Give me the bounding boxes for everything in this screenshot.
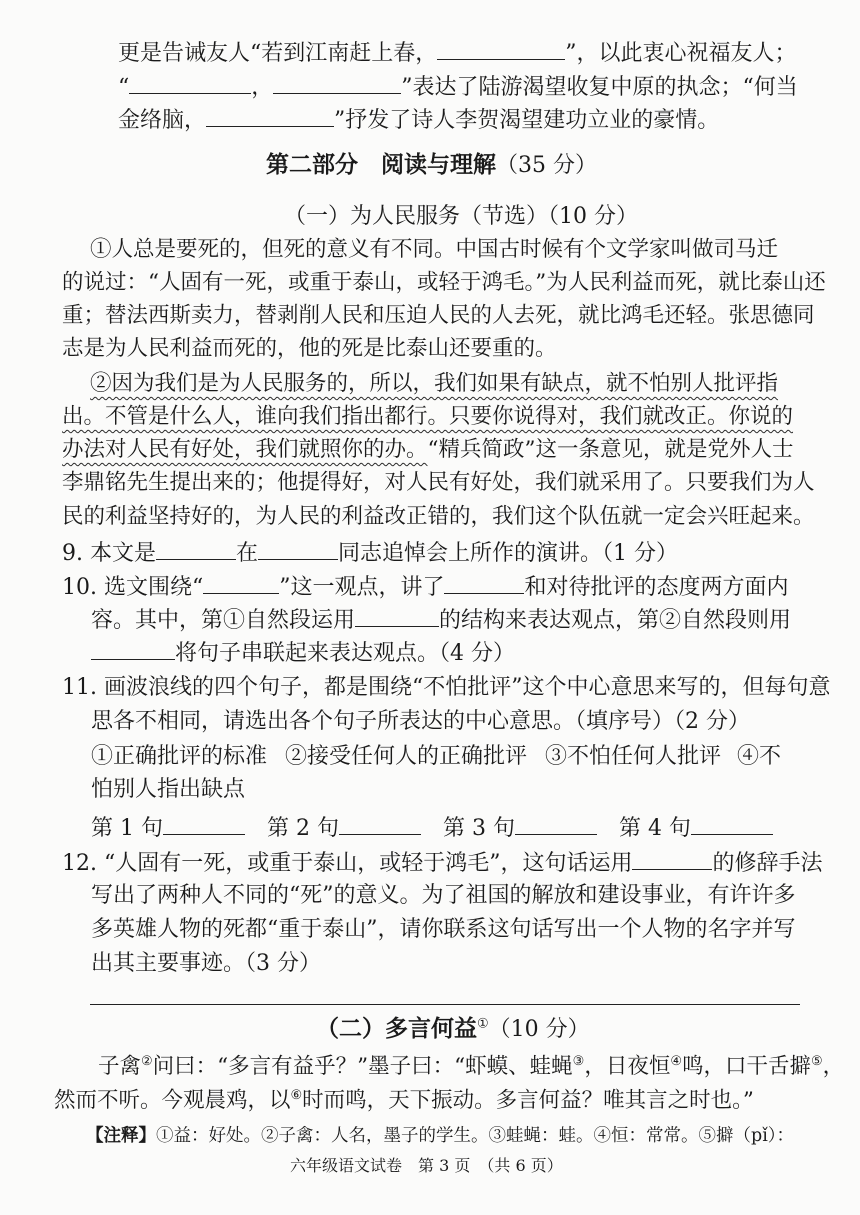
question-12-line-3: 多英雄人物的死都“重于泰山”，请你联系这句话写出一个人物的名字并写	[91, 917, 796, 942]
answer-blank[interactable]	[273, 71, 401, 94]
answer-blank[interactable]	[339, 812, 421, 835]
section-1-title: （一）为人民服务（节选）（10 分）	[284, 204, 638, 229]
passage-line: 的说过：“人固有一死，或重于泰山，或轻于鸿毛。”为人民利益而死，就比泰山还	[62, 270, 826, 295]
classical-text-line-2: 然而不听。今观晨鸡，以⑥时而鸣，天下振动。多言何益？唯其言之时也。”	[54, 1087, 754, 1113]
passage-line: 民的利益坚持好的，为人民的利益改正错的，我们这个队伍就一定会兴旺起来。	[62, 504, 815, 529]
question-11-line-2: 思各不相同，请选出各个句子所表达的中心意思。（填序号）（2 分）	[91, 709, 750, 734]
passage-line: ①人总是要死的，但死的意义有不同。中国古时候有个文学家叫做司马迁	[90, 237, 779, 262]
answer-blank[interactable]	[632, 847, 712, 870]
question-10-line-2: 容。其中，第①自然段运用 的结构来表达观点，第②自然段则用	[91, 604, 791, 636]
page-footer: 六年级语文试卷 第 3 页 （共 6 页）	[290, 1156, 563, 1175]
answer-blank[interactable]	[206, 104, 334, 127]
answer-blank[interactable]	[203, 571, 279, 594]
passage-line-wavy: 办法对人民有好处，我们就照你的办。“精兵简政”这一条意见，就是党外人士	[62, 437, 794, 462]
answer-blank[interactable]	[129, 71, 251, 94]
answer-line[interactable]	[90, 1004, 800, 1005]
question-11-options	[91, 742, 781, 772]
passage-line-wavy: 出。不管是什么人，谁向我们指出都行。只要你说得对，我们就改正。你说的	[62, 404, 794, 429]
option-4: ④不	[737, 744, 782, 769]
classical-text-line-1: 子禽②问曰：“多言有益乎？”墨子曰：“虾蟆、蛙蝇③，日夜恒④鸣，口干舌擗⑤，	[98, 1053, 845, 1079]
poetry-fill-line-1: 更是告诫友人“若到江南赶上春， ”，以此衷心祝福友人；	[118, 37, 797, 69]
answer-blank[interactable]	[91, 637, 175, 660]
question-11-answer-slots: 第 1 句 第 2 句 第 3 句 第 4 句	[91, 812, 773, 844]
passage-line: 李鼎铭先生提出来的；他提得好，对人民有好处，我们就采用了。只要我们为人	[62, 470, 815, 495]
answer-blank[interactable]	[444, 571, 524, 594]
annotation-notes: 【注释】①益：好处。②子禽：人名，墨子的学生。③蛙蝇：蛙。④恒：常常。⑤擗（pǐ）：	[86, 1126, 795, 1146]
answer-blank[interactable]	[515, 812, 597, 835]
poetry-fill-line-2: “ ， ”表达了陆游渴望收复中原的执念；“何当	[118, 71, 798, 103]
question-12-line-1: 12. “人固有一死，或重于泰山，或轻于鸿毛”，这句话运用 的修辞手法	[62, 847, 823, 879]
question-10-line-1: 10. 选文围绕“ ”这一观点，讲了 和对待批评的态度两方面内	[62, 571, 789, 603]
passage-line: 重；替法西斯卖力，替剥削人民和压迫人民的人去死，就比鸿毛还轻。张思德同	[62, 303, 815, 328]
answer-blank[interactable]	[355, 604, 439, 627]
question-10-line-3: 将句子串联起来表达观点。（4 分）	[91, 637, 515, 669]
passage-line: 志是为人民利益而死的，他的死是比泰山还要重的。	[62, 336, 557, 361]
option-1: ①正确批评的标准	[91, 744, 268, 769]
poetry-fill-line-3: 金络脑， ”抒发了诗人李贺渴望建功立业的豪情。	[118, 104, 719, 136]
answer-blank[interactable]	[163, 812, 245, 835]
answer-blank[interactable]	[156, 537, 236, 560]
question-12-line-4: 出其主要事迹。（3 分）	[91, 951, 321, 976]
question-11-options-cont: 怕别人指出缺点	[91, 777, 246, 802]
question-11-line-1: 11. 画波浪线的四个句子，都是围绕“不怕批评”这个中心意思来写的，但每句意	[62, 675, 831, 700]
answer-blank[interactable]	[691, 812, 773, 835]
answer-blank[interactable]	[258, 537, 338, 560]
option-3: ③不怕任何人批评	[545, 744, 722, 769]
question-12-line-2: 写出了两种人不同的“死”的意义。为了祖国的解放和建设事业，有许许多	[91, 883, 796, 908]
section-2-title: （二）多言何益①（10 分）	[316, 1016, 590, 1042]
option-2: ②接受任何人的正确批评	[285, 744, 528, 769]
answer-blank[interactable]	[437, 37, 565, 60]
part-heading: 第二部分 阅读与理解（35 分）	[266, 152, 597, 178]
passage-line-wavy: ②因为我们是为人民服务的，所以，我们如果有缺点，就不怕别人批评指	[90, 371, 779, 396]
question-9: 9. 本文是 在 同志追悼会上所作的演讲。（1 分）	[62, 537, 678, 569]
